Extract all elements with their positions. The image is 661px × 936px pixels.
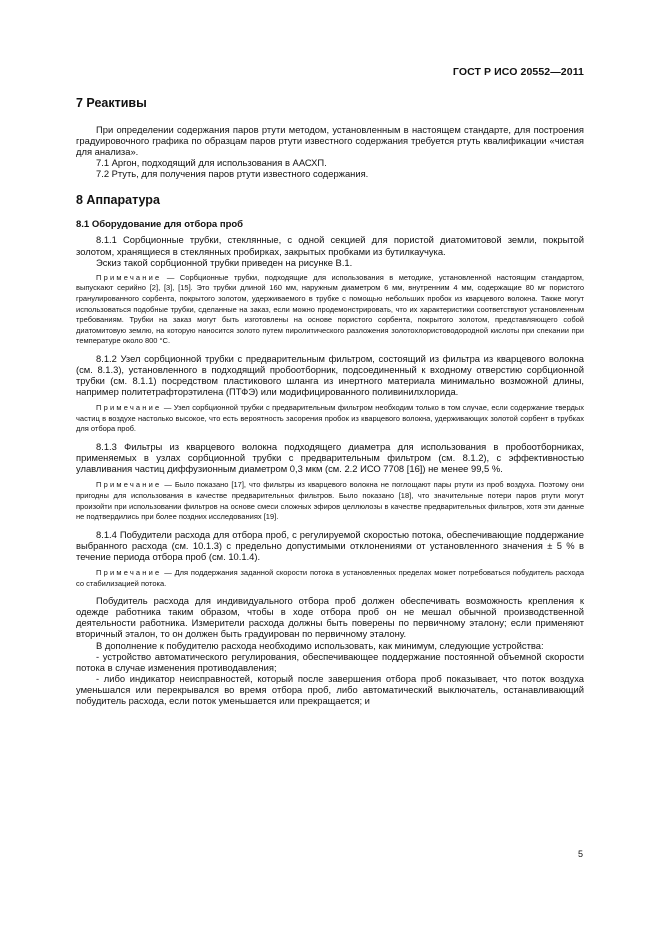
note-2-lead: Примечание [96,403,162,413]
note-4-lead: Примечание [96,568,162,577]
subsection-8-1-heading: 8.1 Оборудование для отбора проб [76,219,244,231]
note-3-lead: Примечание [96,480,162,490]
flow-pump-paragraph: Побудитель расхода для индивидуального отбора проб должен обеспечивать возможность крепления к одежде работника таким образом, чтобы в ходе отбора проб он не мешал обычной производственной деятельности работника. Измерители расхода должны быть поверены по первичному эталону; если применяют вторичный эталон, то он должен быть градуирован по первичному эталону. [76,595,584,640]
note-4 [76,568,584,589]
note-1 [76,273,584,347]
note-4-text: — Для поддержания заданной скорости потока в установленных пределах может потребоваться побудитель расхода со стабилизацией потока. [76,568,584,588]
note-3 [76,480,584,522]
clause-7-2: 7.2 Ртуть, для получения паров ртути известного содержания. [96,168,369,180]
clause-8-1-3: 8.1.3 Фильтры из кварцевого волокна подходящего диаметра для использования в пробоотборниках, применяемых в узлах сорбционной трубки с предварительным фильтром (см. 8.1.2), с эффективностью улавливания частиц диффузионным диаметром 0,3 мкм (см. 2.2 ИСО 7708 [16]) не менее 99,5 %. [76,441,584,475]
note-3-text: — Было показано [17], что фильтры из кварцевого волокна не поглощают пары ртути из проб воздуха. Поэтому они пригодны для использования в качестве предварительных фильтров. Было показано [18], что значительные потери паров ртути могут произойти при использовании фильтров на основе смеси сложных эфиров целлюлозы в качестве предварительных фильтров, хотя эти данные не подтвердились при более поздних исследованиях [19]. [76,480,584,522]
clause-8-1-1: 8.1.1 Сорбционные трубки, стеклянные, с одной секцией для пористой диатомитовой земли, покрытой золотом, хранящиеся в стеклянных пробирках, закрытых пробками из бутилкаучука. [76,234,584,257]
clause-8-1-4: 8.1.4 Побудители расхода для отбора проб, с регулируемой скоростью потока, обеспечивающие поддержание выбранного расхода (см. 10.1.3) с предельно допустимыми отклонениями от установленного значения ± 5 % в течение периода отбора проб (см. 10.1.4). [76,528,584,562]
section-7-paragraph: При определении содержания паров ртути методом, установленным в настоящем стандарте, для построения градуировочного графика по образцам паров ртути известного содержания требуется ртуть квалификации «чистая для анализа». [76,124,584,158]
note-2-text: — Узел сорбционной трубки с предварительным фильтром необходим только в том случае, если содержание твердых частиц в воздухе настолько высокое, что есть вероятность засорения пробок из кварцевого волокна, удерживающих золотой сорбент в трубках для отбора проб. [76,403,584,434]
additional-devices-paragraph: В дополнение к побудителю расхода необходимо использовать, как минимум, следующие устройства: [96,639,544,651]
clause-7-1: 7.1 Аргон, подходящий для использования в ААСХП. [96,157,327,169]
clause-8-1-1-sketch-ref: Эскиз такой сорбционной трубки приведен на рисунке В.1. [96,256,353,268]
document-code: ГОСТ Р ИСО 20552—2011 [452,66,584,78]
page-number: 5 [577,849,583,859]
list-item-auto-regulator: - устройство автоматического регулирования, обеспечивающее поддержание постоянной объемной скорости потока в случае изменения противодавления; [76,650,584,673]
section-7-heading: 7 Реактивы [76,96,147,110]
note-2 [76,403,584,435]
page-content [76,92,584,706]
note-1-text: — Сорбционные трубки, подходящие для использования в методике, установленной настоящим стандартом, выпускают серийно [2], [3], [15]. Это трубки длиной 160 мм, наружным диаметром 6 мм, внутренним 4 мм, содержащие 80 мг пористого гранулированного сорбента, покрытого золотом, удерживаемого в трубке с помощью небольших пробок из кварцевого волокна. Также могут использоваться подобные трубки, сделанные на заказ, если можно продемонстрировать, что их характеристики соответствуют установленным требованиям. Трубки на заказ могут быть изготовлены на основе пористого сорбента, покрытого золотом, представляющего собой диатомитовую землю, на которую наносится золото путем пиролитического разложения золотохлористоводородной кислоты при спекании при температуре около 800 °С. [76,272,584,346]
section-8-heading: 8 Аппаратура [76,193,160,208]
note-1-lead: Примечание [96,272,162,282]
list-item-fault-indicator: - либо индикатор неисправностей, который после завершения отбора проб показывает, что поток воздуха уменьшался или перекрывался во время отбора проб, либо автоматический выключатель, останавливающий побудитель расхода, если поток уменьшается или прекращается; и [76,672,584,707]
clause-8-1-2: 8.1.2 Узел сорбционной трубки с предварительным фильтром, состоящий из фильтра из кварцевого волокна (см. 8.1.3), установленного в подходящий пробоотборник, подсоединенный к входному отверстию сорбционной трубки (см. 8.1.1) посредством пластикового шланга из инертного материала минимально возможной длины, например политетрафторэтилена (ПТФЭ) или модифицированного поливинилхлорида. [76,352,584,398]
